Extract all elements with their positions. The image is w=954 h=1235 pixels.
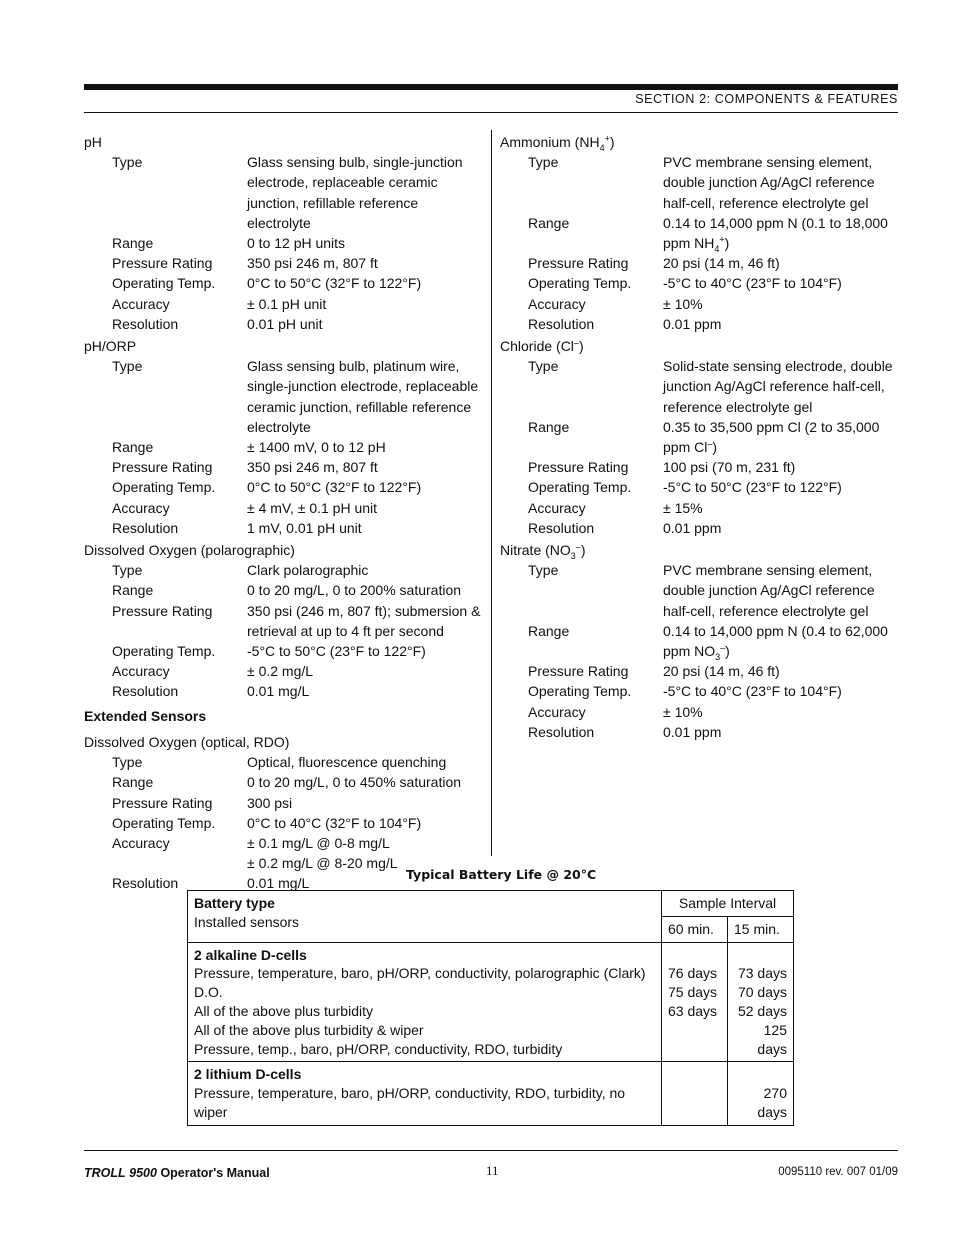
spec-label: Resolution [112,683,179,700]
spec-label: Range [112,439,154,456]
spec-label: Accuracy [112,295,170,312]
spec-value [247,681,484,701]
spec-label: Range [112,582,154,599]
spec-row [500,273,900,293]
spacer [734,1065,787,1084]
days-60-cell [662,942,728,1062]
spec-label: Resolution [112,315,179,332]
spec-row [500,314,900,334]
spec-label: Accuracy [528,499,586,516]
spec-row [84,233,484,253]
spec-row [84,273,484,293]
footer-model: 9500 [129,1166,157,1180]
spec-value [247,793,484,813]
spec-label: Accuracy [112,499,170,516]
spec-row [84,661,484,681]
spec-label: Operating Temp. [528,683,632,700]
spec-row [500,356,900,417]
battery-section-cell [188,1062,662,1125]
spec-value-text: ± 1400 mV, 0 to 12 pH [247,439,386,456]
spec-label: Accuracy [528,703,586,720]
installed-sensors-heading: Installed sensors [194,913,300,930]
spec-value [663,722,899,742]
header-rule-thin [84,112,898,113]
spec-value [247,273,484,293]
spec-value [663,621,899,661]
spec-row [500,560,900,621]
spec-value-superscript: – [720,642,726,653]
spec-group-title [84,132,484,152]
spec-value-text: Glass sensing bulb, single-junction electrode, replaceable ceramic junction, refillable reference electrolyte [247,154,463,231]
spec-value [663,477,899,497]
spec-value [663,518,899,538]
spec-value [247,437,484,457]
spec-value-text: 350 psi 246 m, 807 ft [247,255,378,272]
spec-value-close: ) [724,235,730,252]
spec-value [247,518,484,538]
spec-row [500,498,900,518]
footer-manual-title [84,1166,270,1180]
spec-label: Pressure Rating [528,255,629,272]
spec-label: Type [528,358,559,375]
group-title-text: Dissolved Oxygen (optical, RDO) [84,733,290,750]
spec-value [247,233,484,253]
spec-label: Type [528,562,559,579]
spec-row [84,641,484,661]
spec-label: Type [112,358,143,375]
spec-value-text: ± 0.1 pH unit [247,295,327,312]
sample-interval-heading: Sample Interval [662,891,794,917]
spec-value-text: 0.01 ppm [663,723,722,740]
spec-row [500,518,900,538]
spec-label: Pressure Rating [112,602,213,619]
spec-value [663,253,899,273]
spec-value-text: 350 psi 246 m, 807 ft [247,459,378,476]
group-title-superscript: + [604,133,610,144]
spec-row [84,752,484,772]
spec-value [247,601,484,641]
spec-value-text: 0.14 to 14,000 ppm N (0.4 to 62,000 ppm NO [663,622,888,660]
spec-label: Resolution [112,519,179,536]
spec-value [247,294,484,314]
spec-row [500,621,900,661]
spec-label: Operating Temp. [112,814,216,831]
spec-group-title [84,540,484,560]
spec-value [663,457,899,477]
spec-value-text: 0.01 pH unit [247,315,323,332]
group-title-superscript: – [575,541,581,552]
spec-value-text: 0 to 12 pH units [247,235,346,252]
days-60: 75 days [668,984,718,1001]
spacer [734,946,787,965]
battery-table-caption: Typical Battery Life @ 20°C [406,867,597,882]
spec-value-text: 0.01 mg/L [247,683,310,700]
spec-group [500,132,900,334]
spec-value [247,752,484,772]
spec-value-text: 0.01 ppm [663,519,722,536]
spec-row [84,601,484,641]
spec-row [84,152,484,233]
spec-value-text: -5°C to 50°C (23°F to 122°F) [663,479,842,496]
spec-value [247,457,484,477]
sensor-config: All of the above plus turbidity [194,1002,373,1019]
spec-label: Pressure Rating [112,459,213,476]
spec-value-superscript: – [707,438,713,449]
spec-value [247,661,484,681]
spec-value-text: Solid-state sensing electrode, double junction Ag/AgCl reference half-cell, reference electrolyte gel [663,358,893,415]
extended-sensors-heading: Extended Sensors [84,707,207,724]
left-column [84,130,484,894]
spec-group [84,132,484,334]
spec-group [84,540,484,702]
spec-row [84,681,484,701]
spec-value [247,356,484,437]
spec-row [84,457,484,477]
spec-row [84,294,484,314]
spec-value [247,813,484,833]
spec-value [663,702,899,722]
spec-value-text: PVC membrane sensing element, double junction Ag/AgCl reference half-cell, reference electrolyte gel [663,154,875,211]
days-15: 125 days [757,1021,787,1057]
spec-value-text: 1 mV, 0.01 pH unit [247,519,362,536]
spec-row [500,457,900,477]
spec-label: Accuracy [112,663,170,680]
spec-value [247,498,484,518]
spec-value-text: 0°C to 40°C (32°F to 104°F) [247,814,422,831]
days-60-cell [662,1062,728,1125]
spec-value-text: ± 0.1 mg/L @ 0-8 mg/L [247,834,390,851]
group-title-text: Dissolved Oxygen (polarographic) [84,542,295,559]
spec-row [84,833,484,853]
spec-label: Type [528,154,559,171]
spec-value-text: 350 psi (246 m, 807 ft); submersion & retrieval at up to 4 ft per second [247,602,481,639]
spec-label: Resolution [528,723,595,740]
days-60 [668,1021,721,1040]
spec-group [500,540,900,742]
spec-value [663,294,899,314]
spec-value [663,152,899,213]
spec-row [84,580,484,600]
spec-value-text: 0.01 ppm [663,315,722,332]
spec-label: Range [528,418,570,435]
group-title-superscript: – [573,337,579,348]
col-15-heading: 15 min. [728,916,794,942]
group-title-close: ) [609,134,615,150]
group-title-text: Ammonium (NH [500,134,600,150]
sensor-config: Pressure, temperature, baro, pH/ORP, conductivity, polarographic (Clark) D.O. [194,965,646,1001]
spec-label: Range [528,622,570,639]
spec-value-text: 0°C to 50°C (32°F to 122°F) [247,275,422,292]
spec-label: Pressure Rating [112,255,213,272]
page-number: 11 [486,1163,499,1178]
spec-value-text: 100 psi (70 m, 231 ft) [663,459,796,476]
spec-label: Pressure Rating [528,663,629,680]
spec-label: Type [112,562,143,579]
spec-label: Pressure Rating [112,794,213,811]
spec-label: Range [112,774,154,791]
spec-value-text: ± 15% [663,499,703,516]
group-title-subscript: 3 [570,550,576,561]
spec-value-text: Clark polarographic [247,562,369,579]
battery-section-title: 2 lithium D-cells [194,1066,302,1083]
spec-value-text: 0 to 20 mg/L, 0 to 450% saturation [247,774,462,791]
spec-value-close: ) [712,439,718,456]
group-title-text: pH/ORP [84,338,137,355]
spec-value [247,253,484,273]
battery-type-heading: Battery type [194,895,275,911]
spec-group-title [84,732,484,752]
group-title-close: ) [580,542,586,559]
spec-value-text: 0.35 to 35,500 ppm Cl (2 to 35,000 ppm Cl [663,418,880,456]
days-60: 76 days [668,965,718,982]
section-title: SECTION 2: COMPONENTS & FEATURES [635,92,898,106]
spec-value [247,560,484,580]
spec-label: Type [112,154,143,171]
group-title-text: pH [84,134,102,150]
spec-row [84,477,484,497]
group-title-close: ) [578,338,584,355]
spec-group-title [500,540,900,560]
spec-group-title [500,336,900,356]
spec-value-subscript: 4 [714,243,720,254]
spec-row [500,702,900,722]
spec-value-text: ± 0.2 mg/L [247,663,314,680]
battery-section-title: 2 alkaline D-cells [194,946,307,963]
spec-label: Resolution [112,875,179,892]
spec-label: Operating Temp. [112,479,216,496]
days-15: 270 days [757,1085,787,1120]
spec-value [663,213,899,253]
header-rule-thick [84,84,898,90]
column-divider [491,130,492,856]
days-60: 63 days [668,1002,718,1019]
spec-row [500,253,900,273]
spec-value [663,273,899,293]
spec-row [500,661,900,681]
spec-value [663,681,899,701]
spec-value-text: Optical, fluorescence quenching [247,754,447,771]
spec-label: Operating Temp. [528,275,632,292]
spec-label [84,853,247,873]
spec-value-text: ± 4 mV, ± 0.1 pH unit [247,499,378,516]
spec-value [247,152,484,233]
spec-label: Operating Temp. [112,275,216,292]
spec-value [663,417,899,457]
days-60 [668,1084,721,1103]
table-head-cell [188,891,662,943]
spec-row [84,560,484,580]
footer-rule [84,1150,898,1151]
spec-value-text: 300 psi [247,794,293,811]
spec-row [84,498,484,518]
spec-value-text: 20 psi (14 m, 46 ft) [663,663,780,680]
spec-value-text: 0.14 to 14,000 ppm N (0.1 to 18,000 ppm NH [663,214,888,252]
spacer [668,1065,721,1084]
spec-row [84,437,484,457]
group-title-text: Nitrate (NO [500,542,571,559]
spec-label: Resolution [528,519,595,536]
spec-value-text: -5°C to 40°C (23°F to 104°F) [663,275,842,292]
col-60-heading: 60 min. [662,916,728,942]
spec-value-text: ± 10% [663,295,703,312]
battery-life-table [187,890,794,1126]
spec-group [500,336,900,538]
spec-row [500,477,900,497]
sensor-config: All of the above plus turbidity & wiper [194,1021,424,1038]
days-15: 52 days [737,1002,787,1019]
spec-label: Type [112,754,143,771]
group-title-subscript: 4 [599,142,605,153]
spec-row [84,518,484,538]
days-15-cell [728,1062,794,1125]
spec-value-text: 0.01 mg/L [247,875,310,892]
spec-value-text: ± 0.2 mg/L @ 8-20 mg/L [247,855,398,872]
spec-value-text: Glass sensing bulb, platinum wire, single-junction electrode, replaceable ceramic junction, refillable reference electrolyte [247,358,479,435]
spec-value [663,560,899,621]
spec-row [500,152,900,213]
spec-value-text: ± 10% [663,703,703,720]
spec-group-title [84,336,484,356]
spec-row [84,314,484,334]
spec-value [247,772,484,792]
days-15: 70 days [737,984,787,1001]
spec-row [84,772,484,792]
spec-row [500,213,900,253]
spec-label: Range [528,214,570,231]
spec-row [84,356,484,437]
spec-label: Accuracy [528,295,586,312]
footer-brand: TROLL [84,1166,126,1180]
spec-value [663,356,899,417]
spec-row [500,294,900,314]
spec-value [247,314,484,334]
days-15-cell [728,942,794,1062]
spec-value-text: 0°C to 50°C (32°F to 122°F) [247,479,422,496]
spec-value-text: PVC membrane sensing element, double junction Ag/AgCl reference half-cell, reference electrolyte gel [663,562,875,619]
right-column [500,130,900,742]
footer-manual: Operator's Manual [160,1166,270,1180]
spec-value [663,661,899,681]
spec-value-close: ) [725,643,730,660]
spec-label: Pressure Rating [528,459,629,476]
spec-row [84,793,484,813]
sensor-config: Pressure, temp., baro, pH/ORP, conductivity, RDO, turbidity [194,1040,563,1057]
days-15: 73 days [737,965,787,982]
spec-label: Operating Temp. [528,479,632,496]
spec-row [500,722,900,742]
spec-row [500,681,900,701]
spec-label: Range [112,235,154,252]
spec-value [663,314,899,334]
spec-group-title [500,132,900,152]
spec-value [247,477,484,497]
doc-number: 0095110 rev. 007 01/09 [778,1166,898,1178]
spec-row [500,417,900,457]
spec-value-text: 20 psi (14 m, 46 ft) [663,255,780,272]
spacer [668,946,721,965]
spec-label: Accuracy [112,834,170,851]
spec-row [84,813,484,833]
spec-value-text: -5°C to 40°C (23°F to 104°F) [663,683,842,700]
spec-value [663,498,899,518]
spec-row [84,253,484,273]
battery-section-cell [188,942,662,1062]
spec-value-subscript: 3 [715,651,721,662]
spec-label: Resolution [528,315,595,332]
spec-label: Operating Temp. [112,643,216,660]
spec-value-superscript: + [719,234,725,245]
spec-value-text: 0 to 20 mg/L, 0 to 200% saturation [247,582,462,599]
spec-group [84,336,484,538]
group-title-text: Chloride (Cl [500,338,574,355]
spec-value-text: -5°C to 50°C (23°F to 122°F) [247,643,426,660]
spec-value [247,580,484,600]
spec-value [247,641,484,661]
spec-value [247,833,484,853]
sensor-config: Pressure, temperature, baro, pH/ORP, conductivity, RDO, turbidity, no wiper [194,1085,626,1120]
